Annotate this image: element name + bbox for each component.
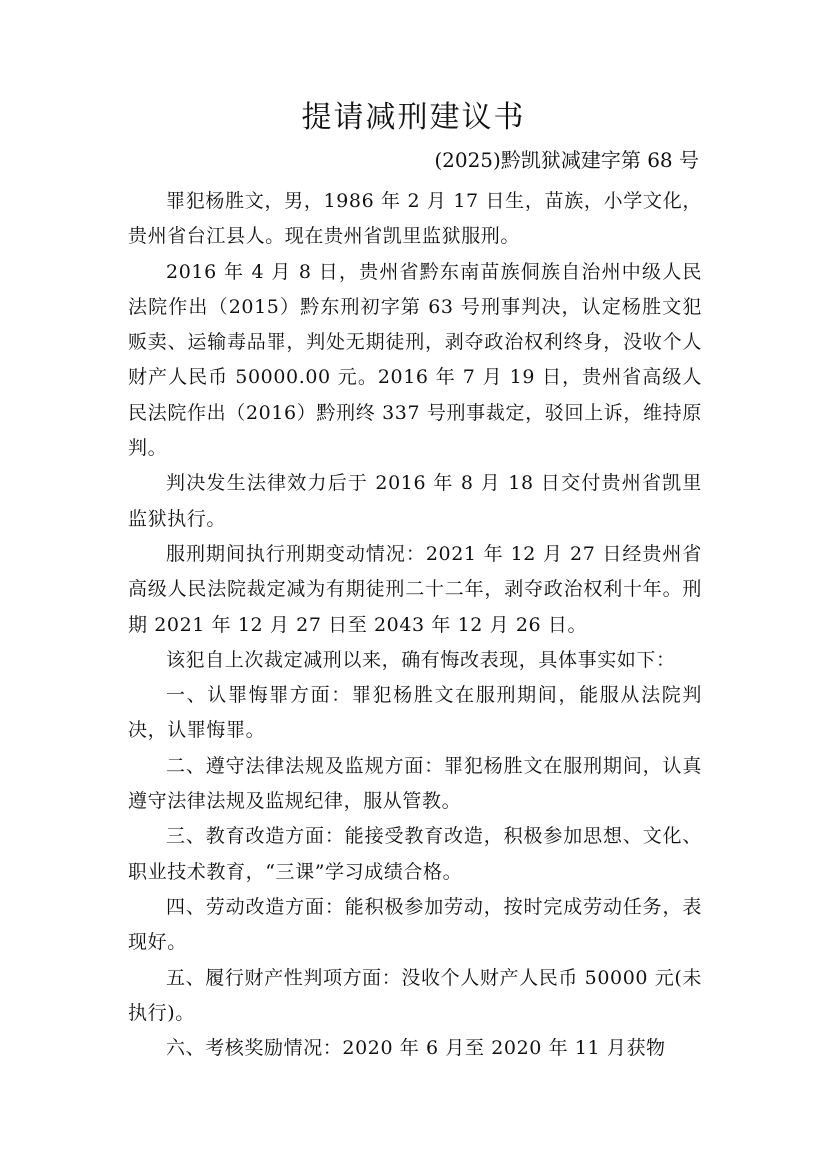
paragraph-item-5: 五、履行财产性判项方面：没收个人财产人民币 50000 元(未执行)。 bbox=[128, 966, 702, 1024]
paragraph-criminal-info: 罪犯杨胜文，男，1986 年 2 月 17 日生，苗族，小学文化，贵州省台江县人。现在贵州省凯里监狱服刑。 bbox=[128, 190, 702, 248]
document-title: 提请减刑建议书 bbox=[301, 100, 526, 135]
paragraph-item-6: 六、考核奖励情况：2020 年 6 月至 2020 年 11 月获物 bbox=[166, 1037, 666, 1060]
paragraph-item-1: 一、认罪悔罪方面：罪犯杨胜文在服刑期间，能服从法院判决，认罪悔罪。 bbox=[128, 684, 702, 742]
paragraph-item-2: 二、遵守法律法规及监规方面：罪犯杨胜文在服刑期间，认真遵守法律法规及监规纪律，服从管教。 bbox=[128, 754, 702, 813]
paragraph-original-judgment: 2016 年 4 月 8 日，贵州省黔东南苗族侗族自治州中级人民法院作出（2015）黔东刑初字第 63 号刑事判决，认定杨胜文犯贩卖、运输毒品罪，判处无期徒刑，剥夺政治权利终身，没收个人财产人民币 50000.00 元。2016 年 7 月 19 日，贵州省高级人民法院作出（2016）黔刑终 337 号刑事裁定，驳回上诉，维持原判。 bbox=[128, 260, 702, 460]
paragraph-item-3: 三、教育改造方面：能接受教育改造，积极参加思想、文化、职业技术教育，“三课”学习成绩合格。 bbox=[128, 825, 702, 883]
document-body bbox=[128, 184, 702, 1066]
paragraph-sentence-change: 服刑期间执行刑期变动情况：2021 年 12 月 27 日经贵州省高级人民法院裁定减为有期徒刑二十二年，剥夺政治权利十年。刑期 2021 年 12 月 27 日至 2043 年 12 月 26 日。 bbox=[128, 542, 702, 636]
paragraph-repentance-intro: 该犯自上次裁定减刑以来，确有悔改表现，具体事实如下： bbox=[166, 648, 676, 671]
document-number: (2025)黔凯狱减建字第 68 号 bbox=[434, 148, 699, 172]
paragraph-execution: 判决发生法律效力后于 2016 年 8 月 18 日交付贵州省凯里监狱执行。 bbox=[128, 472, 702, 530]
paragraph-item-4: 四、劳动改造方面：能积极参加劳动，按时完成劳动任务，表现好。 bbox=[128, 895, 702, 954]
